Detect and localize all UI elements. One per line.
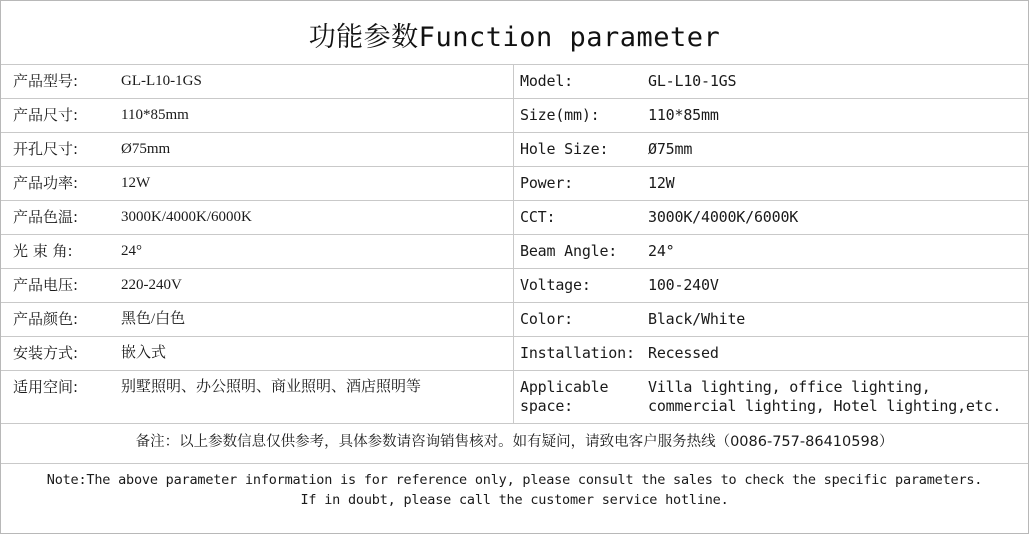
table-row — [1, 269, 1028, 303]
cn-label: 产品电压: — [13, 276, 79, 294]
page-title: 功能参数Function parameter — [308, 22, 721, 53]
cn-value: 别墅照明、办公照明、商业照明、酒店照明等 — [121, 379, 422, 395]
cn-label: 光 束 角: — [13, 242, 73, 260]
table-row — [1, 371, 1028, 424]
en-label: Size(mm): — [514, 99, 649, 133]
note-english — [1, 463, 1028, 510]
cn-value: 110*85mm — [121, 107, 189, 123]
table-row — [1, 201, 1028, 235]
cn-value: GL-L10-1GS — [121, 73, 202, 89]
table-row — [1, 99, 1028, 133]
en-value: GL-L10-1GS — [648, 72, 737, 90]
cn-value: 黑色/白色 — [121, 311, 186, 327]
en-label: Power: — [514, 167, 649, 201]
en-label: Installation: — [514, 337, 649, 371]
en-value: 110*85mm — [648, 106, 719, 124]
en-value: Ø75mm — [648, 140, 693, 158]
cn-label: 产品色温: — [13, 208, 79, 226]
specification-table — [1, 64, 1028, 423]
note-chinese: 备注：以上参数信息仅供参考，具体参数请咨询销售核对。如有疑问，请致电客户服务热线（0086-757-86410598） — [135, 434, 894, 450]
cn-value: 3000K/4000K/6000K — [121, 209, 252, 225]
specification-table-body — [1, 65, 1028, 424]
cn-value: Ø75mm — [121, 141, 171, 157]
cn-value: 嵌入式 — [121, 345, 167, 361]
table-row — [1, 303, 1028, 337]
cn-value: 24° — [121, 243, 142, 259]
note-english-line2: If in doubt, please call the customer service hotline. — [300, 492, 729, 508]
cn-label: 产品尺寸: — [13, 106, 79, 124]
table-row — [1, 337, 1028, 371]
en-value: 12W — [648, 174, 675, 192]
cn-label: 适用空间: — [13, 378, 79, 396]
cn-label: 产品功率: — [13, 174, 79, 192]
en-label: Beam Angle: — [514, 235, 649, 269]
table-row — [1, 65, 1028, 99]
en-value: 100-240V — [648, 276, 719, 294]
en-value: 24° — [648, 242, 675, 260]
en-value: 3000K/4000K/6000K — [648, 208, 799, 226]
cn-label: 产品型号: — [13, 72, 79, 90]
notes-section — [1, 423, 1028, 457]
table-row — [1, 167, 1028, 201]
cn-label: 产品颜色: — [13, 310, 79, 328]
cn-value: 12W — [121, 175, 151, 191]
cn-label: 开孔尺寸: — [13, 140, 79, 158]
en-label: Applicable space: — [514, 371, 649, 424]
cn-label: 安装方式: — [13, 344, 79, 362]
en-value: Black/White — [648, 310, 746, 328]
table-row — [1, 133, 1028, 167]
cn-value: 220-240V — [121, 277, 182, 293]
en-label: Voltage: — [514, 269, 649, 303]
en-label: Model: — [514, 65, 649, 99]
table-row — [1, 235, 1028, 269]
en-label: Color: — [514, 303, 649, 337]
en-value: Recessed — [648, 344, 719, 362]
note-english-line1: Note:The above parameter information is for reference only, please consult the sales to check the specific parameters. — [46, 472, 983, 488]
en-label: Hole Size: — [514, 133, 649, 167]
en-label: CCT: — [514, 201, 649, 235]
en-value: Villa lighting, office lighting, commercial lighting, Hotel lighting,etc. — [648, 378, 1002, 415]
